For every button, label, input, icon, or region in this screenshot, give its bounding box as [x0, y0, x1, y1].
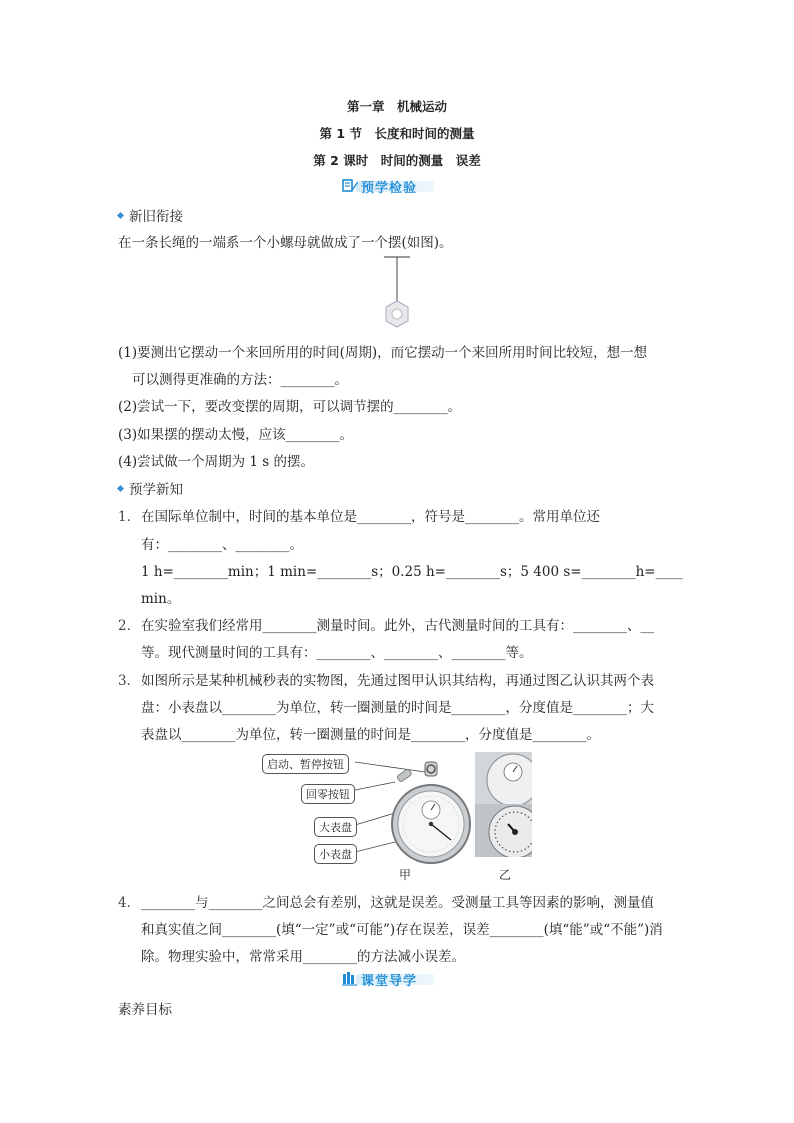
callout-start-stop-button: 启动、暂停按钮 [262, 754, 349, 774]
book-pen-icon [342, 177, 358, 193]
item-2-line-1: 在实验室我们经常用________测量时间。此外，古代测量时间的工具有：________、__ [141, 618, 654, 634]
stopwatch-figure-b [475, 752, 532, 857]
section-new-knowledge: 预学新知 [118, 478, 183, 498]
caption-a: 甲 [399, 868, 412, 882]
question-2: (2)尝试一下，要改变摆的周期，可以调节摆的________。 [118, 399, 462, 415]
question-4: (4)尝试做一个周期为 1 s 的摆。 [118, 454, 315, 470]
item-4-line-3: 除。物理实验中，常常采用________的方法减小误差。 [141, 949, 465, 965]
chapter-title: 第一章 机械运动 [346, 99, 447, 114]
section-goals: 素养目标 [118, 1002, 172, 1018]
item-1-number: 1． [118, 509, 141, 525]
callout-reset-button: 回零按钮 [301, 784, 355, 804]
question-3: (3)如果摆的摆动太慢，应该________。 [118, 427, 354, 443]
item-3-line-2: 盘：小表盘以________为单位，转一圈测量的时间是________，分度值是________；大 [141, 700, 654, 716]
item-3-line-3: 表盘以________为单位，转一圈测量的时间是________，分度值是________。 [141, 727, 600, 743]
books-icon [342, 970, 358, 986]
question-1-line-1: (1)要测出它摆动一个来回所用的时间(周期)，而它摆动一个来回所用时间比较短，想一想 [118, 345, 648, 361]
classroom-banner [342, 970, 434, 988]
caption-b: 乙 [499, 868, 512, 882]
question-1-line-2: 可以测得更准确的方法：________。 [132, 372, 348, 388]
pendulum-figure [380, 255, 416, 333]
intro-text: 在一条长绳的一端系一个小螺母就做成了一个摆(如图)。 [118, 235, 453, 251]
classroom-banner-label: 课堂导学 [361, 974, 418, 989]
item-4-line-1: ________与________之间总会有差别，这就是误差。受测量工具等因素的影响，测量值 [141, 895, 654, 911]
item-1-line-2: 有：________、________。 [141, 537, 303, 553]
item-3-number: 3． [118, 673, 141, 689]
item-1-line-1: 在国际单位制中，时间的基本单位是________，符号是________。常用单位还 [141, 509, 600, 525]
callout-large-dial: 大表盘 [314, 817, 357, 837]
section-title: 第 1 节 长度和时间的测量 [319, 126, 475, 141]
preview-banner [342, 177, 434, 195]
stopwatch-figure-a [355, 752, 475, 864]
section-old-new: 新旧衔接 [118, 205, 183, 225]
item-4-line-2: 和真实值之间________(填“一定”或“可能”)存在误差，误差________(填“能”或“不能”)消 [141, 922, 663, 938]
item-2-number: 2． [118, 618, 141, 634]
diamond-icon [117, 211, 124, 218]
diamond-icon [117, 484, 124, 491]
callout-small-dial: 小表盘 [314, 844, 357, 864]
item-1-line-4: min。 [141, 591, 181, 607]
item-2-line-2: 等。现代测量时间的工具有：________、________、________等。 [141, 645, 533, 661]
lesson-title: 第 2 课时 时间的测量 误差 [313, 153, 481, 168]
item-1-line-3: 1 h=________min；1 min=________s；0.25 h=________s；5 400 s=________h=____ [141, 564, 683, 580]
item-3-line-1: 如图所示是某种机械秒表的实物图，先通过图甲认识其结构，再通过图乙认识其两个表 [141, 673, 654, 689]
item-4-number: 4． [118, 895, 141, 911]
preview-banner-label: 预学检验 [361, 181, 418, 196]
